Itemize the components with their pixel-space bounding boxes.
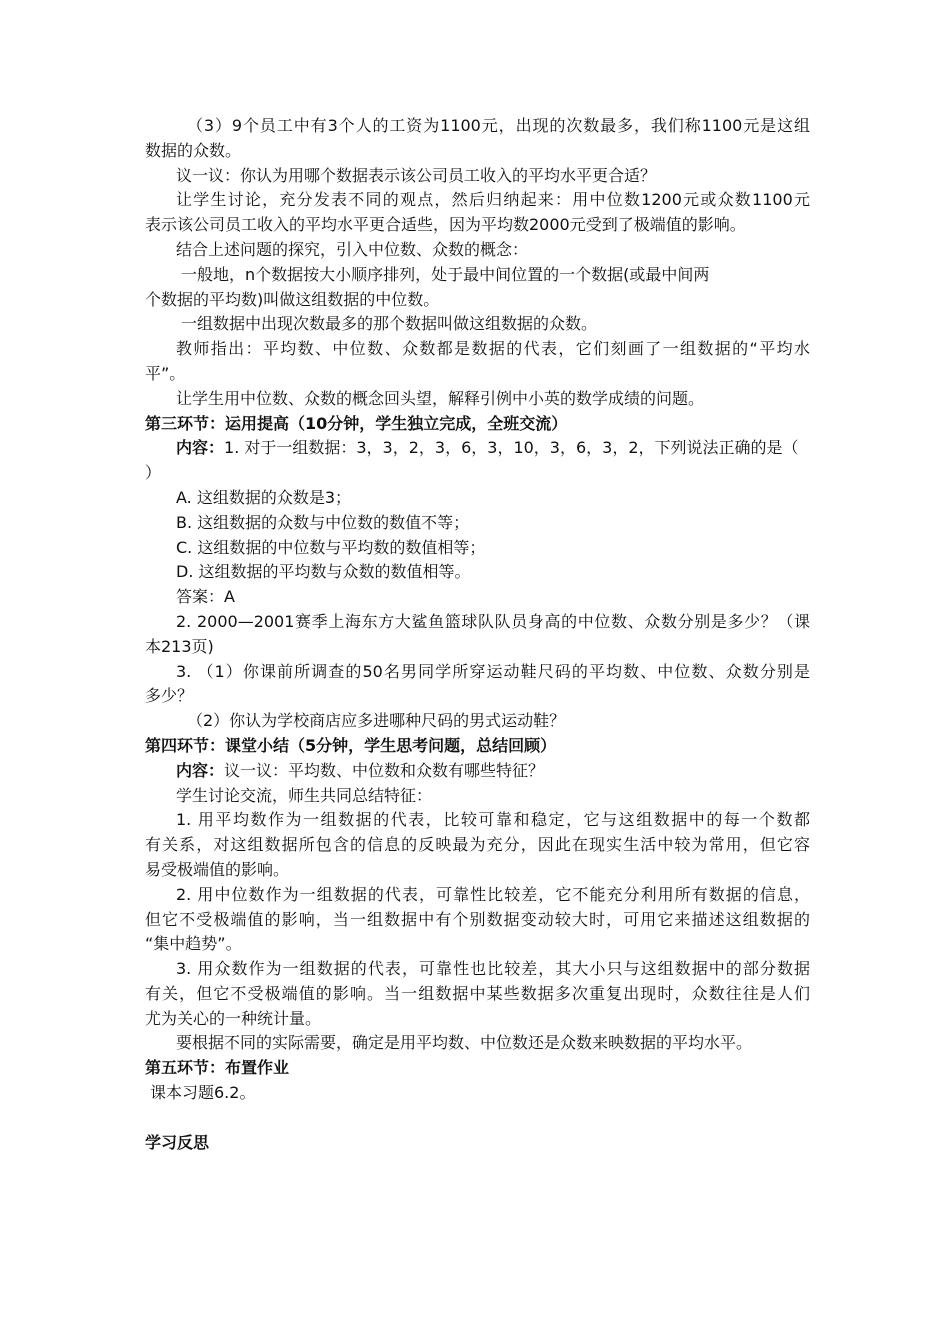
paragraph-line: 尤为关心的一种统计量。: [145, 1008, 322, 1028]
section-heading: 第四环节：课堂小结（5分钟，学生思考问题，总结回顾）: [145, 735, 557, 755]
paragraph-line: （2）你认为学校商店应多进哪种尺码的男式运动鞋？: [187, 711, 566, 731]
answer-line: 答案：A: [176, 587, 235, 607]
question-text: 1. 对于一组数据：3，3，2，3，6，3，10，3，6，3，2，下列说法正确的是（: [224, 438, 799, 458]
section-heading: 第三环节：运用提高（10分钟，学生独立完成，全班交流）: [145, 413, 568, 433]
paragraph-line: 一组数据中出现次数最多的那个数据叫做这组数据的众数。: [181, 314, 598, 334]
paragraph-line: 教师指出：平均数、中位数、众数都是数据的代表，它们刻画了一组数据的“平均水: [176, 339, 810, 359]
paragraph-line: 表示该公司员工收入的平均水平更合适些，因为平均数2000元受到了极端值的影响。: [145, 215, 746, 235]
content-label: 内容：: [176, 760, 225, 780]
document-body: [145, 114, 810, 1155]
option-line: D. 这组数据的平均数与众数的数值相等。: [176, 562, 471, 582]
paragraph-line: 有关，但它不受极端值的影响。当一组数据中某些数据多次重复出现时，众数往往是人们: [145, 983, 810, 1003]
paragraph-line: 让学生讨论，充分发表不同的观点，然后归纳起来：用中位数1200元或众数1100元: [176, 190, 810, 210]
paragraph-line: 要根据不同的实际需要，确定是用平均数、中位数还是众数来映数据的平均水平。: [176, 1033, 753, 1053]
paragraph-line: 数据的众数。: [145, 140, 242, 160]
paragraph-line: 3. 用众数作为一组数据的代表，可靠性也比较差，其大小只与这组数据中的部分数据: [176, 959, 810, 979]
blank-line: [145, 1106, 810, 1131]
content-label: 内容：: [176, 438, 225, 458]
paragraph-line: 让学生用中位数、众数的概念回头望，解释引例中小英的数学成绩的问题。: [176, 388, 705, 408]
option-line: B. 这组数据的众数与中位数的数值不等；: [176, 512, 470, 532]
paragraph-line: ）: [145, 463, 162, 483]
section-heading: 学习反思: [145, 1132, 210, 1152]
discussion-text: 议一议：平均数、中位数和众数有哪些特征？: [224, 760, 545, 780]
paragraph-line: 学生讨论交流，师生共同总结特征：: [176, 785, 433, 805]
option-line: A. 这组数据的众数是3；: [176, 487, 352, 507]
paragraph-line: 多少？: [145, 686, 194, 706]
section-heading: 第五环节：布置作业: [145, 1058, 290, 1078]
paragraph-line: 有关系，对这组数据所包含的信息的反映最为充分，因此在现实生活中较为常用，但它容: [145, 835, 810, 855]
paragraph-line: （3）9个员工中有3个人的工资为1100元，出现的次数最多，我们称1100元是这组: [187, 116, 810, 135]
paragraph-line: [145, 436, 810, 461]
paragraph-line: 议一议：你认为用哪个数据表示该公司员工收入的平均水平更合适？: [176, 165, 657, 185]
paragraph-line: 1. 用平均数作为一组数据的代表，比较可靠和稳定，它与这组数据中的每一个数都: [176, 810, 810, 830]
paragraph-line: 本213页): [145, 636, 214, 656]
paragraph-line: 一般地，n个数据按大小顺序排列，处于最中间位置的一个数据(或最中间两: [181, 264, 710, 284]
paragraph-line: [145, 759, 810, 784]
paragraph-line: 个数据的平均数)叫做这组数据的中位数。: [145, 289, 440, 309]
paragraph-line: 结合上述问题的探究，引入中位数、众数的概念：: [176, 239, 529, 259]
paragraph-line: 2. 用中位数作为一组数据的代表，可靠性比较差，它不能充分利用所有数据的信息，: [176, 884, 810, 904]
paragraph-line: “集中趋势”。: [145, 934, 242, 954]
paragraph-line: 易受极端值的影响。: [145, 859, 290, 879]
paragraph-line: 平”。: [145, 363, 186, 383]
paragraph-line: 但它不受极端值的影响，当一组数据中有个别数据变动较大时，可用它来描述这组数据的: [145, 909, 810, 929]
paragraph-line: 2. 2000—2001赛季上海东方大鲨鱼篮球队队员身高的中位数、众数分别是多少？（课: [176, 611, 810, 631]
paragraph-line: 3. （1）你课前所调查的50名男同学所穿运动鞋尺码的平均数、中位数、众数分别是: [176, 661, 810, 681]
paragraph-line: 课本习题6.2。: [150, 1083, 256, 1103]
option-line: C. 这组数据的中位数与平均数的数值相等；: [176, 537, 486, 557]
